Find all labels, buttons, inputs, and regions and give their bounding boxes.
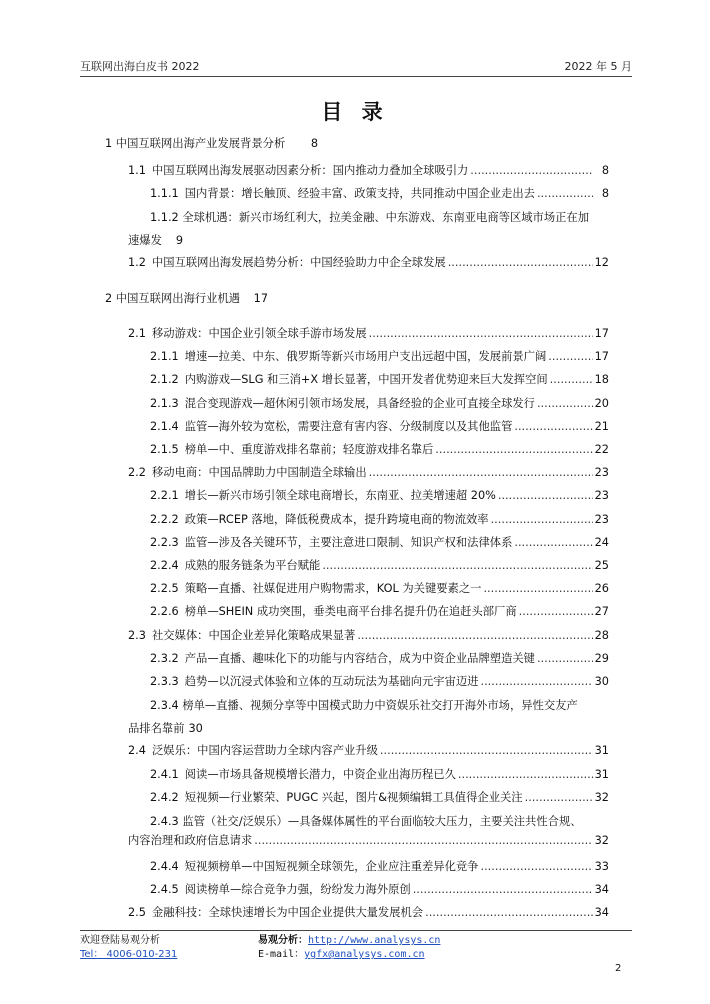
toc-leader (550, 372, 593, 388)
toc-entry-1-1-1[interactable] (150, 186, 609, 202)
footer-divider (80, 930, 632, 931)
toc-num: 2.1.5 (150, 443, 179, 456)
toc-entry-1-2[interactable] (128, 255, 609, 271)
toc-text-line2: 内容治理和政府信息请求 (128, 834, 253, 847)
toc-page: 8 (310, 137, 319, 150)
toc-page: 21 (594, 420, 609, 433)
toc-num: 2.2.3 (150, 536, 179, 549)
toc-page: 26 (594, 582, 609, 595)
toc-text: 中国互联网出海行业机遇 (115, 292, 241, 305)
toc-num: 2.1.1 (150, 350, 179, 363)
toc-text-line1: 2.3.4 榜单—直播、视频分享等中国模式助力中资娱乐社交打开海外市场，异性交友产 (150, 699, 578, 712)
toc-page: 9 (175, 234, 184, 247)
toc-num: 2.3.2 (150, 652, 179, 665)
toc-entry-2-5[interactable] (128, 905, 609, 921)
toc-leader (514, 419, 592, 435)
toc-text: 增长—新兴市场引领全球电商增长，东南亚、拉美增速超 20% (184, 489, 496, 502)
toc-leader (322, 558, 592, 574)
toc-entry-2-1[interactable] (128, 326, 609, 342)
header-date: 2022 年 5 月 (564, 60, 632, 73)
toc-page: 23 (594, 489, 609, 502)
toc-leader (498, 488, 593, 504)
toc-leader (537, 186, 593, 202)
footer-email (258, 948, 425, 962)
toc-leader (458, 767, 593, 783)
footer-welcome: 欢迎登陆易观分析 (80, 935, 160, 946)
toc-leader (470, 163, 593, 179)
toc-text: 产品—直播、趣味化下的功能与内容结合，成为中资企业品牌塑造关键 (184, 652, 535, 665)
toc-text: 监管—涉及各关键环节，主要注意进口限制、知识产权和法律体系 (184, 536, 513, 549)
toc-num: 1 (105, 137, 113, 150)
toc-text: 增速—拉美、中东、俄罗斯等新兴市场用户支出远超中国，发展前景广阔 (184, 350, 547, 363)
toc-chapter-1[interactable] (105, 136, 318, 152)
toc-leader (548, 349, 592, 365)
footer-site-link[interactable]: http://www.analysys.cn (308, 935, 441, 946)
toc-page: 12 (594, 256, 609, 269)
toc-text: 榜单—中、重度游戏排名靠前；轻度游戏排名靠后 (184, 443, 434, 456)
footer-phone-link[interactable]: Tel： 4006-010-231 (80, 949, 178, 960)
toc-entry-2-1-3[interactable] (150, 396, 609, 412)
toc-entry-2-1-2[interactable] (150, 372, 609, 388)
toc-num: 2.4 (128, 744, 146, 757)
toc-leader (480, 674, 592, 690)
toc-page: 32 (594, 834, 609, 847)
toc-text: 榜单—SHEIN 成功突围，垂类电商平台排名提升仍在追赶头部厂商 (184, 605, 517, 618)
toc-page: 28 (594, 629, 609, 642)
toc-text: 内购游戏—SLG 和三消+X 增长显著，中国开发者优势迎来巨大发挥空间 (184, 373, 548, 386)
toc-entry-2-2-2[interactable] (150, 512, 609, 528)
toc-page: 24 (594, 536, 609, 549)
toc-page: 33 (594, 860, 609, 873)
toc-title: 目 录 (321, 100, 389, 124)
toc-entry-2-1-4[interactable] (150, 419, 609, 435)
toc-leader (435, 442, 592, 458)
toc-num: 2.2.6 (150, 605, 179, 618)
toc-text: 社交媒体：中国企业差异化策略成果显著 (151, 629, 356, 642)
toc-page: 25 (594, 559, 609, 572)
header-doc-title: 互联网出海白皮书 2022 (80, 60, 200, 73)
footer-website (258, 934, 440, 948)
toc-leader (537, 651, 593, 667)
toc-entry-2-4-1[interactable] (150, 767, 609, 783)
toc-entry-2-2-4[interactable] (150, 558, 609, 574)
toc-num: 2.2.4 (150, 559, 179, 572)
toc-num: 2.2.1 (150, 489, 179, 502)
toc-page: 8 (601, 187, 609, 200)
toc-page: 32 (594, 791, 609, 804)
toc-text: 短视频榜单—中国短视频全球领先，企业应注重差异化竞争 (184, 860, 479, 873)
toc-page: 23 (594, 513, 609, 526)
toc-num: 1.1 (128, 164, 146, 177)
toc-entry-2-4-2[interactable] (150, 790, 609, 806)
toc-text: 阅读—市场具备规模增长潜力，中资企业出海历程已久 (184, 768, 456, 781)
toc-page: 17 (594, 327, 609, 340)
toc-entry-2-1-1[interactable] (150, 349, 609, 365)
toc-text: 短视频—行业繁荣、PUGC 兴起，图片&视频编辑工具值得企业关注 (184, 791, 523, 804)
toc-num: 2.2.5 (150, 582, 179, 595)
toc-leader (369, 326, 593, 342)
toc-chapter-2[interactable] (105, 291, 268, 307)
toc-text: 中国互联网出海产业发展背景分析 (115, 137, 286, 150)
toc-leader (514, 535, 592, 551)
toc-text: 移动游戏：中国企业引领全球手游市场发展 (151, 327, 367, 340)
toc-page: 34 (594, 883, 609, 896)
toc-text: 成熟的服务链条为平台赋能 (184, 559, 321, 572)
toc-entry-2-2[interactable] (128, 465, 609, 481)
footer-email-label: E-mail： (258, 949, 305, 960)
toc-num: 2.4.2 (150, 791, 179, 804)
toc-entry-1-1[interactable] (128, 163, 609, 179)
toc-page: 17 (594, 350, 609, 363)
toc-text: 策略—直播、社媒促进用户购物需求，KOL 为关键要素之一 (184, 582, 482, 595)
toc-leader (483, 581, 592, 597)
toc-entry-2-3[interactable] (128, 628, 609, 644)
toc-text: 国内背景：增长触顶、经验丰富、政策支持，共同推动中国企业走出去 (184, 187, 535, 200)
toc-page: 8 (601, 164, 609, 177)
toc-entry-2-3-3[interactable] (150, 674, 609, 690)
toc-text: 政策—RCEP 落地，降低税费成本，提升跨境电商的物流效率 (184, 513, 489, 526)
toc-text: 监管—海外较为宽松，需要注意有害内容、分级制度以及其他监管 (184, 420, 513, 433)
toc-num: 2.1.2 (150, 373, 179, 386)
toc-num: 2 (105, 292, 113, 305)
footer-site-label: 易观分析： (258, 935, 308, 946)
toc-page: 31 (594, 744, 609, 757)
toc-page: 29 (594, 652, 609, 665)
toc-text: 混合变现游戏—超休闲引领市场发展，具备经验的企业可直接全球发行 (184, 397, 535, 410)
toc-page: 22 (594, 443, 609, 456)
toc-leader (448, 255, 593, 271)
toc-text: 趋势—以沉浸式体验和立体的互动玩法为基础向元宇宙迈进 (184, 675, 479, 688)
toc-leader (519, 604, 593, 620)
toc-num: 2.1.3 (150, 397, 179, 410)
toc-leader (537, 396, 593, 412)
toc-num: 2.4.4 (150, 860, 179, 873)
toc-entry-2-4[interactable] (128, 743, 609, 759)
toc-num: 1.1.1 (150, 187, 179, 200)
toc-entry-2-4-4[interactable] (150, 859, 609, 875)
toc-entry-2-2-1[interactable] (150, 488, 609, 504)
toc-entry-2-2-6[interactable] (150, 604, 609, 620)
toc-leader (480, 859, 592, 875)
toc-leader (380, 743, 593, 759)
toc-text: 中国互联网出海发展驱动因素分析：国内推动力叠加全球吸引力 (151, 164, 469, 177)
toc-entry-2-1-5[interactable] (150, 442, 609, 458)
toc-page: 23 (594, 466, 609, 479)
toc-leader (425, 905, 593, 921)
toc-leader (413, 882, 593, 898)
toc-page: 17 (253, 292, 269, 305)
toc-num: 2.3.3 (150, 675, 179, 688)
toc-leader (254, 833, 592, 849)
toc-text-line2: 品排名靠前 (128, 722, 185, 735)
toc-leader (357, 628, 592, 644)
toc-page: 27 (594, 605, 609, 618)
toc-text-line1: 2.4.3 监管（社交/泛娱乐）—具备媒体属性的平台面临较大压力，主要关注共性合规、 (150, 815, 582, 828)
toc-entry-2-4-3[interactable] (128, 810, 620, 849)
toc-text: 阅读榜单—综合竞争力强，纷纷发力海外原创 (184, 883, 411, 896)
toc-num: 2.5 (128, 906, 146, 919)
toc-entry-2-3-2[interactable] (150, 651, 609, 667)
toc-page: 34 (594, 906, 609, 919)
toc-entry-2-2-3[interactable] (150, 535, 609, 551)
toc-text: 移动电商：中国品牌助力中国制造全球输出 (151, 466, 367, 479)
toc-page: 31 (594, 768, 609, 781)
toc-num: 2.1.4 (150, 420, 179, 433)
toc-num: 2.4.1 (150, 768, 179, 781)
toc-text: 中国互联网出海发展趋势分析：中国经验助力中企全球发展 (151, 256, 446, 269)
toc-num: 1.2 (128, 256, 146, 269)
toc-num: 2.2 (128, 466, 146, 479)
toc-page: 30 (594, 675, 609, 688)
toc-entry-2-4-5[interactable] (150, 882, 609, 898)
toc-text: 泛娱乐：中国内容运营助力全球内容产业升级 (151, 744, 378, 757)
toc-entry-1-1-2[interactable] (128, 206, 620, 252)
toc-text-line2: 速爆发 (128, 234, 162, 247)
toc-entry-2-3-4[interactable] (128, 694, 620, 740)
toc-leader (369, 465, 593, 481)
toc-page: 18 (594, 373, 609, 386)
toc-num: 2.4.5 (150, 883, 179, 896)
page-number: 2 (615, 963, 622, 974)
toc-num: 2.1 (128, 327, 146, 340)
footer-email-link[interactable]: ygfx@analysys.com.cn (304, 949, 425, 960)
toc-leader (525, 790, 593, 806)
toc-num: 2.3 (128, 629, 146, 642)
toc-num: 2.2.2 (150, 513, 179, 526)
toc-page: 30 (188, 722, 203, 735)
toc-text: 金融科技：全球快速增长为中国企业提供大量发展机会 (151, 906, 424, 919)
toc-text-line1: 1.1.2 全球机遇：新兴市场红利大，拉美金融、中东游戏、东南亚电商等区域市场正在加 (150, 211, 590, 224)
toc-entry-2-2-5[interactable] (150, 581, 609, 597)
toc-page: 20 (594, 397, 609, 410)
toc-leader (491, 512, 593, 528)
